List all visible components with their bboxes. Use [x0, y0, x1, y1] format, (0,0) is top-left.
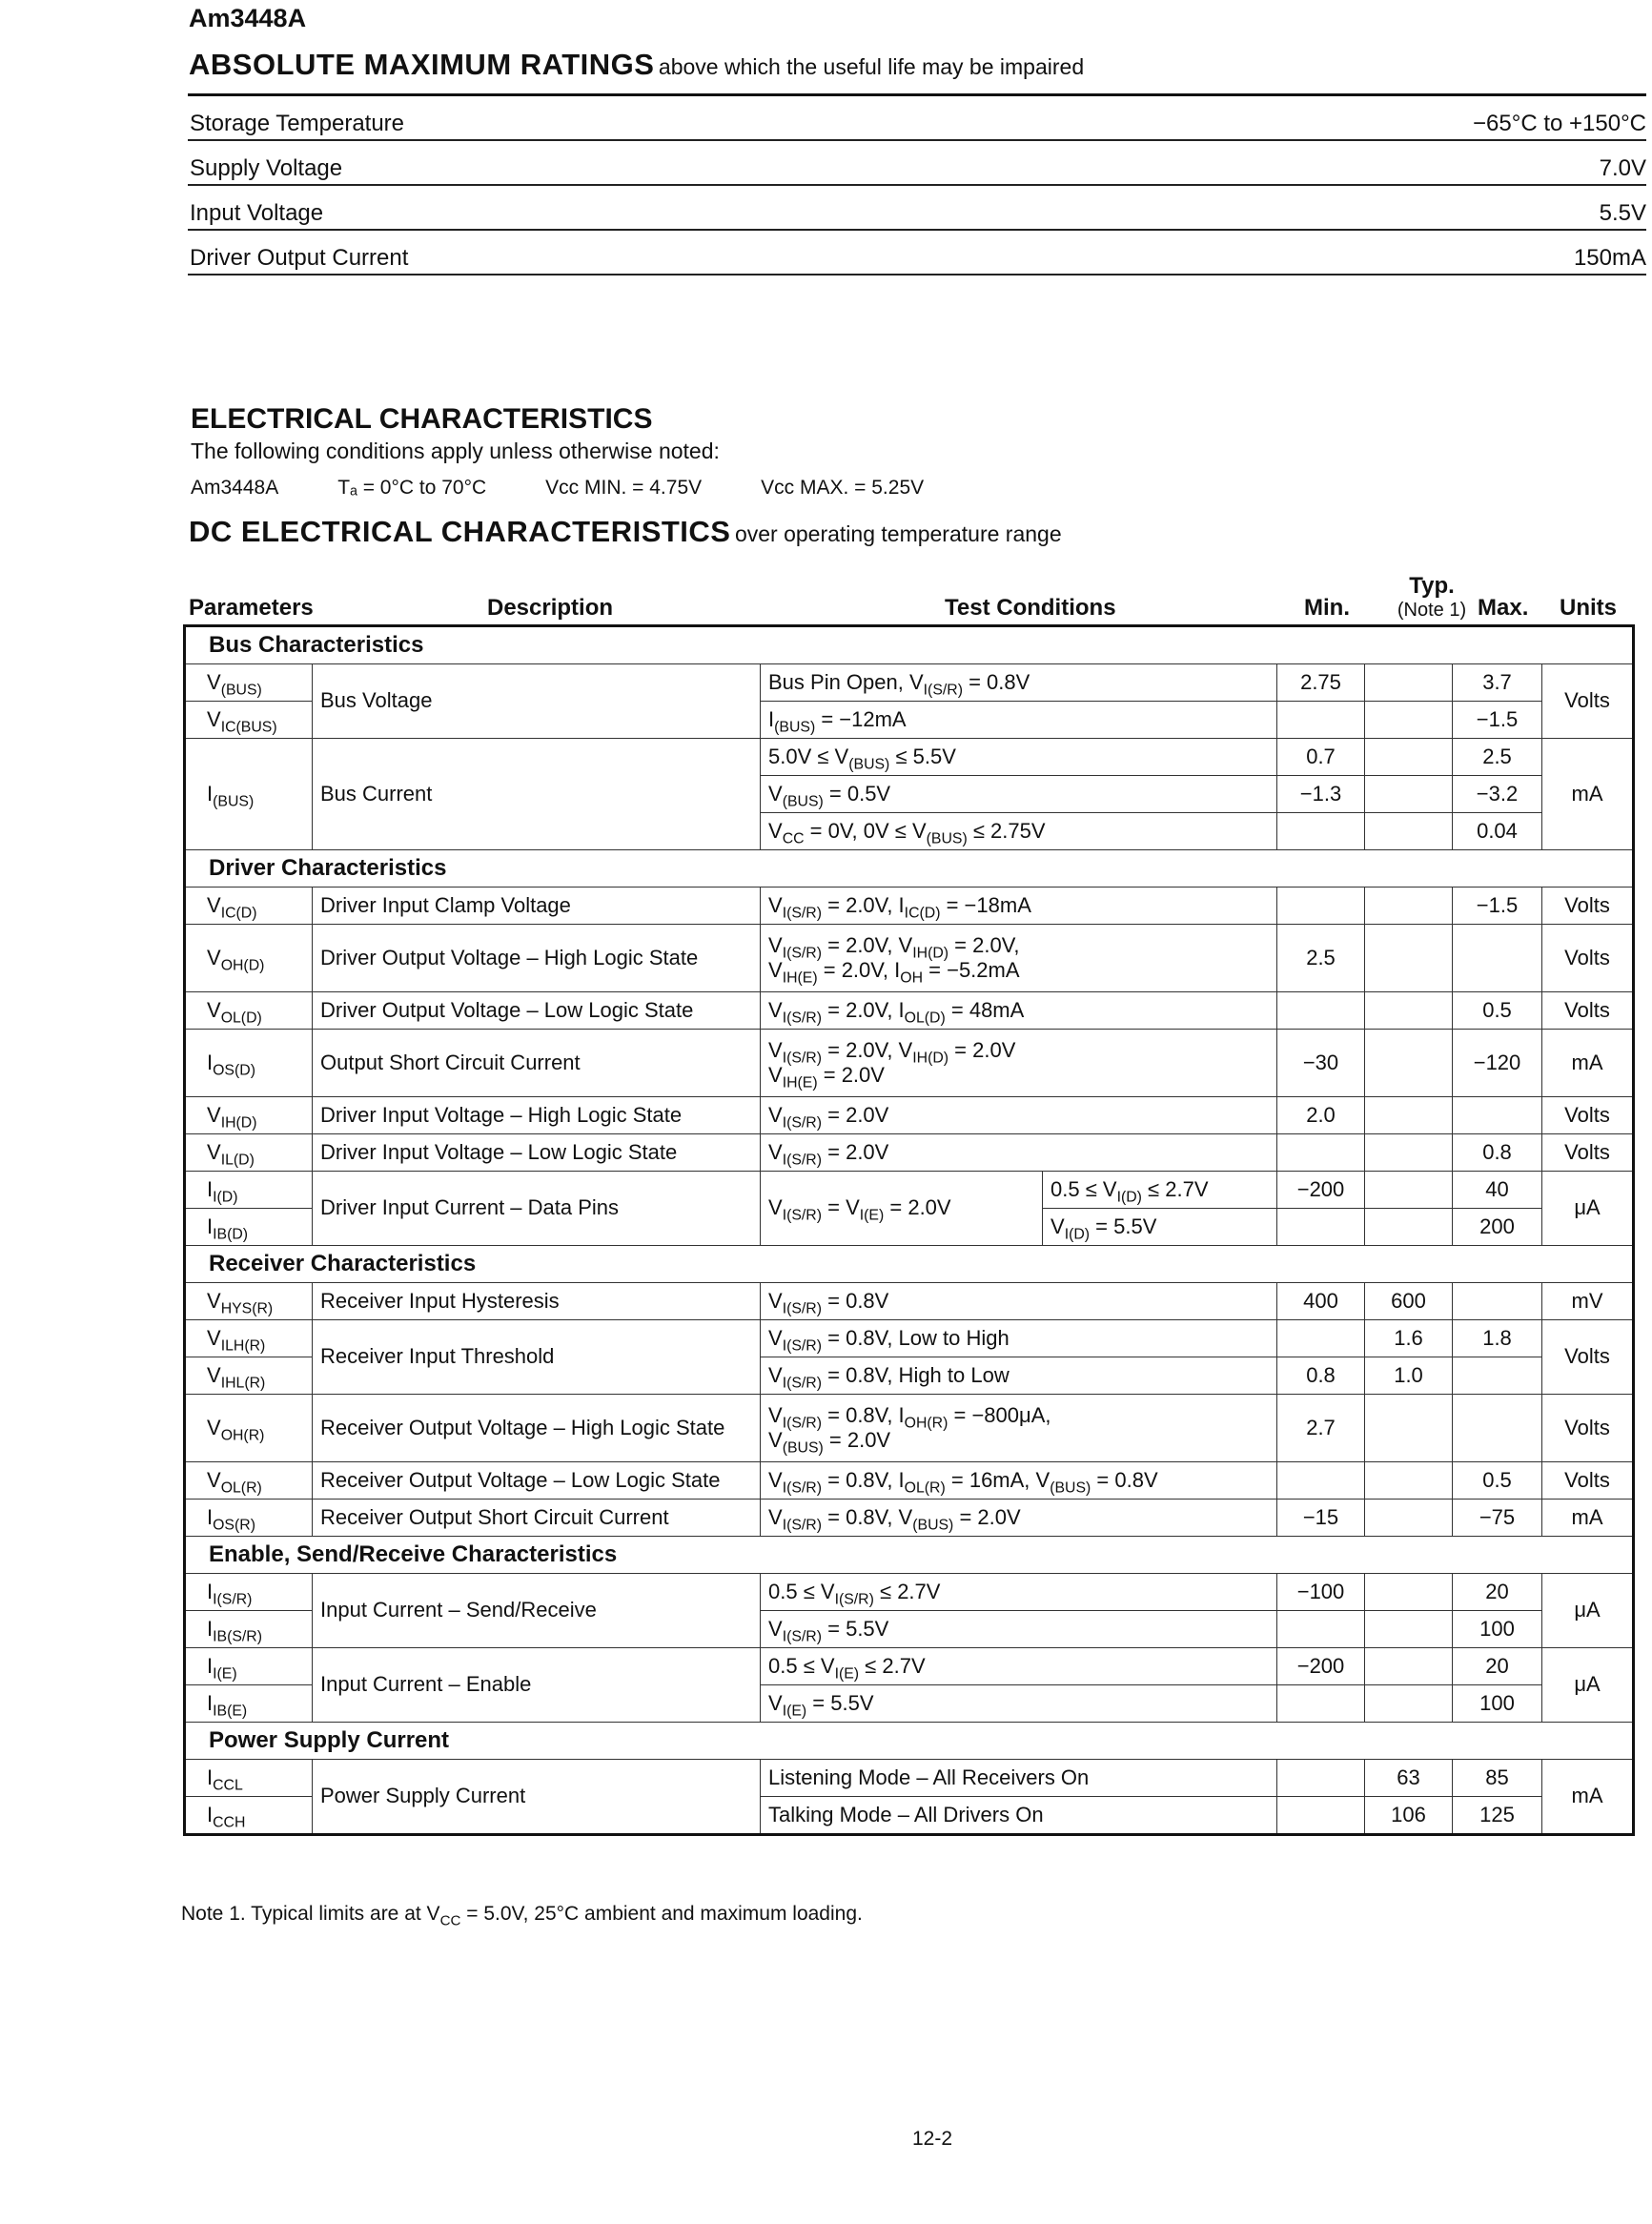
test-condition: $V_{CC} = 0V$, $0V \le V_{(BUS)} \le 2.75V$ — [761, 813, 1277, 850]
value-units: mV — [1542, 1283, 1634, 1320]
condition-vcc-min: Vᴄᴄ MIN. = 4.75V — [545, 477, 703, 499]
table-row — [185, 1134, 1634, 1172]
value-typ — [1365, 888, 1453, 925]
value-min: −15 — [1277, 1500, 1365, 1537]
header-typ-note: (Note 1) — [1397, 600, 1467, 621]
test-condition: Talking Mode – All Drivers On — [761, 1797, 1277, 1835]
value-units: Volts — [1542, 925, 1634, 992]
param-symbol: $I_{(BUS)}$ — [185, 739, 313, 850]
param-description: Input Current – Enable — [313, 1648, 761, 1723]
table-row — [188, 95, 1646, 141]
value-typ — [1365, 1500, 1453, 1537]
param-symbol: $V_{ILH(R)}$ — [185, 1320, 313, 1357]
value-units: Volts — [1542, 1320, 1634, 1395]
value-typ — [1365, 1574, 1453, 1611]
header-description: Description — [487, 595, 614, 621]
rating-value: 150mA — [1004, 230, 1646, 275]
param-description: Receiver Output Voltage – Low Logic State — [313, 1462, 761, 1500]
section-header-enable: Enable, Send/Receive Characteristics — [185, 1537, 1634, 1574]
test-condition: $V_{I(S/R)} = 0.8V$, High to Low — [761, 1357, 1277, 1395]
value-max: 40 — [1453, 1172, 1542, 1209]
value-typ — [1365, 1648, 1453, 1685]
table-row — [185, 888, 1634, 925]
value-typ — [1365, 702, 1453, 739]
header-typ-label: Typ. — [1409, 573, 1455, 599]
table-row — [185, 925, 1634, 992]
table-row — [185, 1030, 1634, 1097]
value-min — [1277, 1685, 1365, 1723]
param-symbol: $I_{CCL}$ — [185, 1760, 313, 1797]
value-typ — [1365, 664, 1453, 702]
table-row — [185, 1283, 1634, 1320]
table-row — [185, 664, 1634, 702]
param-symbol: $V_{OH(D)}$ — [185, 925, 313, 992]
value-min: −1.3 — [1277, 776, 1365, 813]
absolute-max-subtitle: above which the useful life may be impaired — [658, 54, 1085, 79]
param-description: Power Supply Current — [313, 1760, 761, 1835]
value-min — [1277, 1611, 1365, 1648]
test-condition: $V_{I(S/R)} = 0.8V$, Low to High — [761, 1320, 1277, 1357]
param-symbol: $V_{OL(R)}$ — [185, 1462, 313, 1500]
value-min: 2.7 — [1277, 1395, 1365, 1462]
value-max: 200 — [1453, 1209, 1542, 1246]
absolute-max-title: ABSOLUTE MAXIMUM RATINGS — [189, 48, 655, 81]
header-max: Max. — [1478, 595, 1529, 621]
param-symbol: $V_{IC(BUS)}$ — [185, 702, 313, 739]
param-symbol: $V_{(BUS)}$ — [185, 664, 313, 702]
value-max: 3.7 — [1453, 664, 1542, 702]
value-typ — [1365, 776, 1453, 813]
test-condition-common: $V_{I(S/R)} = V_{I(E)} = 2.0V$ — [761, 1172, 1043, 1246]
value-typ — [1365, 1462, 1453, 1500]
test-condition: $V_{I(S/R)} = 2.0V$, $V_{IH(D)} = 2.0V$ $V_{IH(E)} = 2.0V$ — [761, 1030, 1277, 1097]
param-symbol: $I_{I(E)}$ — [185, 1648, 313, 1685]
param-description: Driver Input Voltage – High Logic State — [313, 1097, 761, 1134]
value-max: −1.5 — [1453, 702, 1542, 739]
value-max: 0.5 — [1453, 1462, 1542, 1500]
value-min: −30 — [1277, 1030, 1365, 1097]
param-symbol: $I_{IB(S/R)}$ — [185, 1611, 313, 1648]
param-description: Receiver Input Hysteresis — [313, 1283, 761, 1320]
value-units: mA — [1542, 1760, 1634, 1835]
test-condition: Listening Mode – All Receivers On — [761, 1760, 1277, 1797]
dc-heading — [189, 515, 1062, 549]
param-description: Output Short Circuit Current — [313, 1030, 761, 1097]
rating-label: Input Voltage — [188, 185, 1004, 230]
header-parameters: Parameters — [189, 595, 314, 621]
value-units: mA — [1542, 1500, 1634, 1537]
condition-ta: Tₐ = 0°C to 70°C — [337, 477, 487, 499]
value-typ: 106 — [1365, 1797, 1453, 1835]
header-test-conditions: Test Conditions — [945, 595, 1116, 621]
test-condition: $V_{I(S/R)} = 2.0V$, $V_{IH(D)} = 2.0V$, $V_{IH(E)} = 2.0V$, $I_{OH} = -5.2mA$ — [761, 925, 1277, 992]
part-number: Am3448A — [189, 4, 307, 32]
value-max: 2.5 — [1453, 739, 1542, 776]
value-max — [1453, 925, 1542, 992]
param-symbol: $V_{OH(R)}$ — [185, 1395, 313, 1462]
value-typ — [1365, 1030, 1453, 1097]
value-max — [1453, 1097, 1542, 1134]
value-max: 125 — [1453, 1797, 1542, 1835]
header-min: Min. — [1304, 595, 1350, 621]
value-typ — [1365, 925, 1453, 992]
rating-label: Driver Output Current — [188, 230, 1004, 275]
section-header-bus: Bus Characteristics — [185, 626, 1634, 664]
value-typ — [1365, 813, 1453, 850]
value-min — [1277, 1797, 1365, 1835]
value-typ: 600 — [1365, 1283, 1453, 1320]
value-max — [1453, 1283, 1542, 1320]
test-condition: $I_{(BUS)} = -12mA$ — [761, 702, 1277, 739]
param-symbol: $V_{IL(D)}$ — [185, 1134, 313, 1172]
value-min: 2.0 — [1277, 1097, 1365, 1134]
electrical-conditions: The following conditions apply unless otherwise noted: — [191, 439, 720, 463]
value-min — [1277, 702, 1365, 739]
test-condition: $V_{I(D)} = 5.5V$ — [1043, 1209, 1277, 1246]
test-condition: $V_{I(S/R)} = 2.0V$ — [761, 1134, 1277, 1172]
value-typ — [1365, 992, 1453, 1030]
section-header-receiver: Receiver Characteristics — [185, 1246, 1634, 1283]
param-symbol: $I_{OS(D)}$ — [185, 1030, 313, 1097]
param-symbol: $V_{HYS(R)}$ — [185, 1283, 313, 1320]
param-description: Input Current – Send/Receive — [313, 1574, 761, 1648]
value-typ — [1365, 1611, 1453, 1648]
param-symbol: $I_{CCH}$ — [185, 1797, 313, 1835]
electrical-title: ELECTRICAL CHARACTERISTICS — [191, 403, 653, 435]
absolute-max-heading — [189, 48, 1084, 82]
dc-characteristics-table — [183, 624, 1635, 1836]
header-typ — [1375, 573, 1489, 622]
param-symbol: $V_{OL(D)}$ — [185, 992, 313, 1030]
value-max: −3.2 — [1453, 776, 1542, 813]
value-units: Volts — [1542, 888, 1634, 925]
table-row — [185, 992, 1634, 1030]
table-row — [185, 1500, 1634, 1537]
value-min: 2.75 — [1277, 664, 1365, 702]
dc-title: DC ELECTRICAL CHARACTERISTICS — [189, 515, 731, 548]
param-description: Receiver Input Threshold — [313, 1320, 761, 1395]
param-symbol: $I_{I(D)}$ — [185, 1172, 313, 1209]
value-units: Volts — [1542, 1097, 1634, 1134]
value-units: Volts — [1542, 1134, 1634, 1172]
value-typ — [1365, 1685, 1453, 1723]
table-row — [185, 1172, 1634, 1209]
value-units: Volts — [1542, 1462, 1634, 1500]
value-typ — [1365, 1134, 1453, 1172]
value-max: 100 — [1453, 1685, 1542, 1723]
value-units: μA — [1542, 1648, 1634, 1723]
table-row — [185, 1648, 1634, 1685]
param-description: Receiver Output Voltage – High Logic State — [313, 1395, 761, 1462]
test-condition: $V_{I(S/R)} = 0.8V$ — [761, 1283, 1277, 1320]
value-min — [1277, 1760, 1365, 1797]
test-condition: $V_{I(S/R)} = 5.5V$ — [761, 1611, 1277, 1648]
param-description: Driver Output Voltage – High Logic State — [313, 925, 761, 992]
dc-subtitle: over operating temperature range — [734, 521, 1062, 546]
section-header-driver: Driver Characteristics — [185, 850, 1634, 888]
table-row — [185, 739, 1634, 776]
test-condition: $V_{I(S/R)} = 2.0V$, $I_{IC(D)} = -18mA$ — [761, 888, 1277, 925]
value-typ — [1365, 1395, 1453, 1462]
rating-value: −65°C to +150°C — [1004, 95, 1646, 141]
value-units: μA — [1542, 1574, 1634, 1648]
test-condition: $V_{I(S/R)} = 0.8V$, $I_{OL(R)} = 16mA$, $V_{(BUS)} = 0.8V$ — [761, 1462, 1277, 1500]
value-units: mA — [1542, 739, 1634, 850]
test-condition: $V_{(BUS)} = 0.5V$ — [761, 776, 1277, 813]
conditions-line — [191, 477, 983, 500]
value-min — [1277, 888, 1365, 925]
param-description: Driver Input Clamp Voltage — [313, 888, 761, 925]
value-min — [1277, 813, 1365, 850]
value-min — [1277, 1209, 1365, 1246]
test-condition: $V_{I(S/R)} = 0.8V$, $V_{(BUS)} = 2.0V$ — [761, 1500, 1277, 1537]
param-description: Driver Input Current – Data Pins — [313, 1172, 761, 1246]
value-min: 2.5 — [1277, 925, 1365, 992]
value-max: 0.8 — [1453, 1134, 1542, 1172]
value-units: μA — [1542, 1172, 1634, 1246]
value-typ — [1365, 1209, 1453, 1246]
value-max: 1.8 — [1453, 1320, 1542, 1357]
value-min: −200 — [1277, 1648, 1365, 1685]
param-symbol: $I_{OS(R)}$ — [185, 1500, 313, 1537]
test-condition: $V_{I(S/R)} = 0.8V$, $I_{OH(R)} = -800\mu A$, $V_{(BUS)} = 2.0V$ — [761, 1395, 1277, 1462]
test-condition: $V_{I(S/R)} = 2.0V$, $I_{OL(D)} = 48mA$ — [761, 992, 1277, 1030]
test-condition: $0.5 \le V_{I(S/R)} \le 2.7V$ — [761, 1574, 1277, 1611]
param-symbol: $V_{IC(D)}$ — [185, 888, 313, 925]
value-max — [1453, 1395, 1542, 1462]
value-max — [1453, 1357, 1542, 1395]
value-max: 20 — [1453, 1574, 1542, 1611]
value-min — [1277, 1320, 1365, 1357]
value-max: 0.04 — [1453, 813, 1542, 850]
value-typ — [1365, 739, 1453, 776]
param-symbol: $V_{IHL(R)}$ — [185, 1357, 313, 1395]
absolute-max-table — [188, 93, 1646, 275]
param-description: Driver Output Voltage – Low Logic State — [313, 992, 761, 1030]
value-max: 0.5 — [1453, 992, 1542, 1030]
footnote: Note 1. Typical limits are at $V_{CC} = 5.0V$, 25°C ambient and maximum loading. — [181, 1903, 863, 1929]
value-min: −200 — [1277, 1172, 1365, 1209]
section-header-power: Power Supply Current — [185, 1723, 1634, 1760]
rating-value: 7.0V — [1004, 140, 1646, 185]
test-condition: $0.5 \le V_{I(D)} \le 2.7V$ — [1043, 1172, 1277, 1209]
test-condition: $5.0V \le V_{(BUS)} \le 5.5V$ — [761, 739, 1277, 776]
table-row — [188, 230, 1646, 275]
value-typ: 1.0 — [1365, 1357, 1453, 1395]
test-condition: $V_{I(E)} = 5.5V$ — [761, 1685, 1277, 1723]
value-min: 0.8 — [1277, 1357, 1365, 1395]
value-typ — [1365, 1097, 1453, 1134]
condition-vcc-max: Vᴄᴄ MAX. = 5.25V — [761, 477, 925, 499]
value-max: −120 — [1453, 1030, 1542, 1097]
table-row — [185, 1760, 1634, 1797]
rating-label: Supply Voltage — [188, 140, 1004, 185]
param-description: Receiver Output Short Circuit Current — [313, 1500, 761, 1537]
value-units: mA — [1542, 1030, 1634, 1097]
test-condition: Bus Pin Open, $V_{I(S/R)} = 0.8V$ — [761, 664, 1277, 702]
value-max: 100 — [1453, 1611, 1542, 1648]
table-row — [188, 185, 1646, 230]
value-min — [1277, 1134, 1365, 1172]
header-units: Units — [1560, 595, 1617, 621]
column-headers — [189, 562, 1630, 622]
condition-part: Am3448A — [191, 477, 279, 499]
value-max: 85 — [1453, 1760, 1542, 1797]
table-row — [188, 140, 1646, 185]
value-units: Volts — [1542, 1395, 1634, 1462]
rating-label: Storage Temperature — [188, 95, 1004, 141]
value-typ: 63 — [1365, 1760, 1453, 1797]
value-min: 400 — [1277, 1283, 1365, 1320]
value-max: 20 — [1453, 1648, 1542, 1685]
table-row — [185, 1462, 1634, 1500]
table-row — [185, 1574, 1634, 1611]
test-condition: $0.5 \le V_{I(E)} \le 2.7V$ — [761, 1648, 1277, 1685]
value-max: −75 — [1453, 1500, 1542, 1537]
param-symbol: $V_{IH(D)}$ — [185, 1097, 313, 1134]
page-number: 12-2 — [912, 2128, 953, 2150]
param-symbol: $I_{IB(D)}$ — [185, 1209, 313, 1246]
rating-value: 5.5V — [1004, 185, 1646, 230]
table-row — [185, 1097, 1634, 1134]
test-condition: $V_{I(S/R)} = 2.0V$ — [761, 1097, 1277, 1134]
table-row — [185, 1320, 1634, 1357]
value-typ: 1.6 — [1365, 1320, 1453, 1357]
value-units: Volts — [1542, 664, 1634, 739]
value-min — [1277, 992, 1365, 1030]
param-symbol: $I_{IB(E)}$ — [185, 1685, 313, 1723]
value-max: −1.5 — [1453, 888, 1542, 925]
value-min — [1277, 1462, 1365, 1500]
value-min: −100 — [1277, 1574, 1365, 1611]
value-units: Volts — [1542, 992, 1634, 1030]
table-row — [185, 1395, 1634, 1462]
value-typ — [1365, 1172, 1453, 1209]
value-min: 0.7 — [1277, 739, 1365, 776]
param-description: Bus Voltage — [313, 664, 761, 739]
param-description: Driver Input Voltage – Low Logic State — [313, 1134, 761, 1172]
param-symbol: $I_{I(S/R)}$ — [185, 1574, 313, 1611]
param-description: Bus Current — [313, 739, 761, 850]
